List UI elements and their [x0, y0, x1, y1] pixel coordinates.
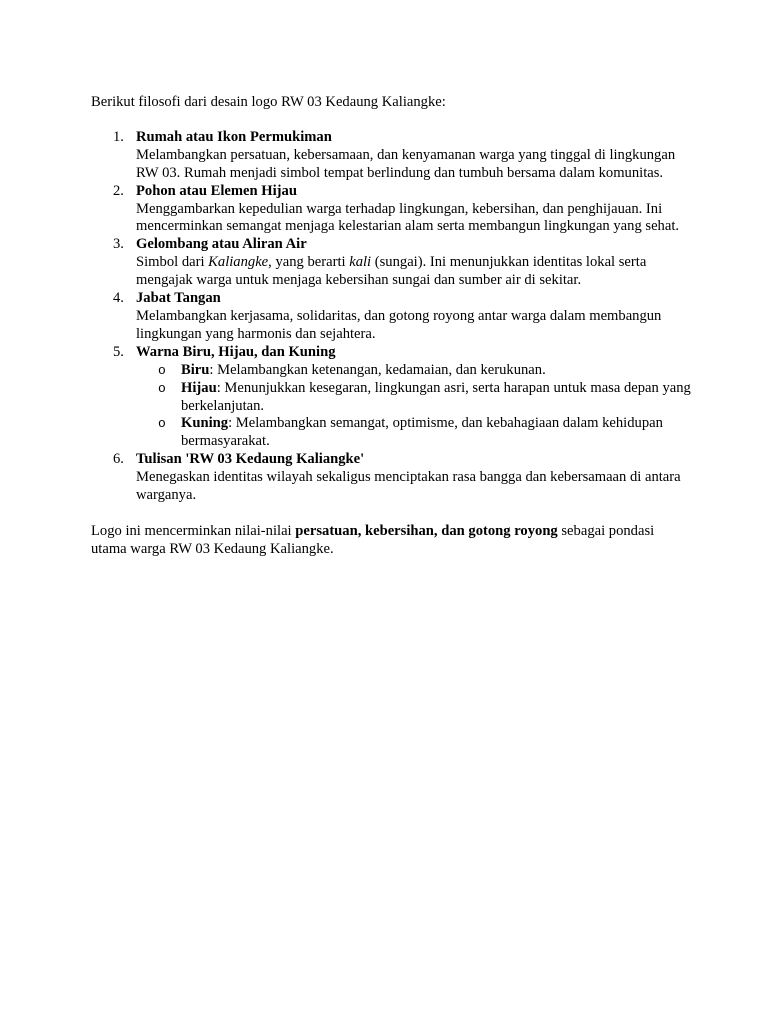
- sub-text: : Melambangkan ketenangan, kedamaian, dan kerukunan.: [209, 361, 546, 378]
- item-title: Gelombang atau Aliran Air: [136, 236, 307, 253]
- desc-text: Simbol dari: [136, 254, 209, 271]
- color-sublist: [136, 362, 691, 452]
- desc-italic-kaliangke: Kaliangke: [208, 254, 269, 271]
- desc-text: (sungai). Ini menunjukkan identitas lokal serta mengajak warga untuk menjaga kebersihan sungai dan sumber air di sekitar.: [136, 254, 647, 289]
- sublist-item-kuning: [136, 415, 691, 451]
- closing-text: sebagai pondasi utama warga RW 03 Kedaung Kaliangke.: [91, 522, 655, 557]
- item-description: Melambangkan persatuan, kebersamaan, dan kenyamanan warga yang tinggal di lingkungan RW 03. Rumah menjadi simbol tempat berlindung dan tumbuh bersama dalam komunitas.: [136, 146, 676, 181]
- list-number: 3.: [113, 236, 124, 253]
- sub-term: Biru: [181, 361, 210, 378]
- sub-text: : Melambangkan semangat, optimisme, dan kebahagiaan dalam kehidupan bermasyarakat.: [181, 415, 663, 450]
- desc-italic-kali: kali: [349, 254, 372, 271]
- intro-paragraph: Berikut filosofi dari desain logo RW 03 Kedaung Kaliangke:: [91, 94, 446, 110]
- list-item-4: [91, 290, 691, 344]
- item-description: Melambangkan kerjasama, solidaritas, dan gotong royong antar warga dalam membangun lingkungan yang harmonis dan sejahtera.: [136, 307, 662, 342]
- item-title: Tulisan 'RW 03 Kedaung Kaliangke': [136, 451, 365, 468]
- list-item-3: [91, 236, 691, 290]
- philosophy-list: [91, 129, 691, 505]
- item-title: Pohon atau Elemen Hijau: [136, 182, 297, 199]
- list-item-1: [91, 129, 691, 183]
- list-item-5: [91, 344, 691, 451]
- item-description: [136, 254, 691, 290]
- list-item-6: [91, 451, 691, 505]
- closing-bold-values: persatuan, kebersihan, dan gotong royong: [295, 522, 558, 539]
- sub-term: Kuning: [181, 415, 229, 432]
- item-title: Rumah atau Ikon Permukiman: [136, 128, 332, 145]
- closing-text: Logo ini mencerminkan nilai-nilai: [91, 522, 296, 539]
- sub-term: Hijau: [181, 379, 217, 396]
- list-number: 5.: [113, 343, 124, 360]
- item-description: Menggambarkan kepedulian warga terhadap lingkungan, kebersihan, dan penghijauan. Ini mencerminkan semangat menjaga kelestarian alam serta membangun lingkungan yang sehat.: [136, 200, 680, 235]
- sub-text: : Menunjukkan kesegaran, lingkungan asri, serta harapan untuk masa depan yang berkelanjutan.: [181, 379, 691, 414]
- desc-text: , yang berarti: [268, 254, 350, 271]
- list-number: 2.: [113, 182, 124, 199]
- list-item-2: [91, 183, 691, 237]
- bullet-icon: o: [158, 380, 166, 396]
- item-title: Jabat Tangan: [136, 290, 221, 307]
- list-number: 6.: [113, 451, 124, 468]
- document-page: [91, 94, 691, 559]
- bullet-icon: o: [158, 416, 166, 432]
- closing-paragraph: [91, 523, 691, 559]
- list-number: 4.: [113, 290, 124, 307]
- sublist-item-biru: [136, 362, 691, 380]
- item-title: Warna Biru, Hijau, dan Kuning: [136, 343, 336, 360]
- list-number: 1.: [113, 128, 124, 145]
- item-description: Menegaskan identitas wilayah sekaligus menciptakan rasa bangga dan kebersamaan di antara warganya.: [136, 469, 681, 504]
- bullet-icon: o: [158, 362, 166, 378]
- sublist-item-hijau: [136, 380, 691, 416]
